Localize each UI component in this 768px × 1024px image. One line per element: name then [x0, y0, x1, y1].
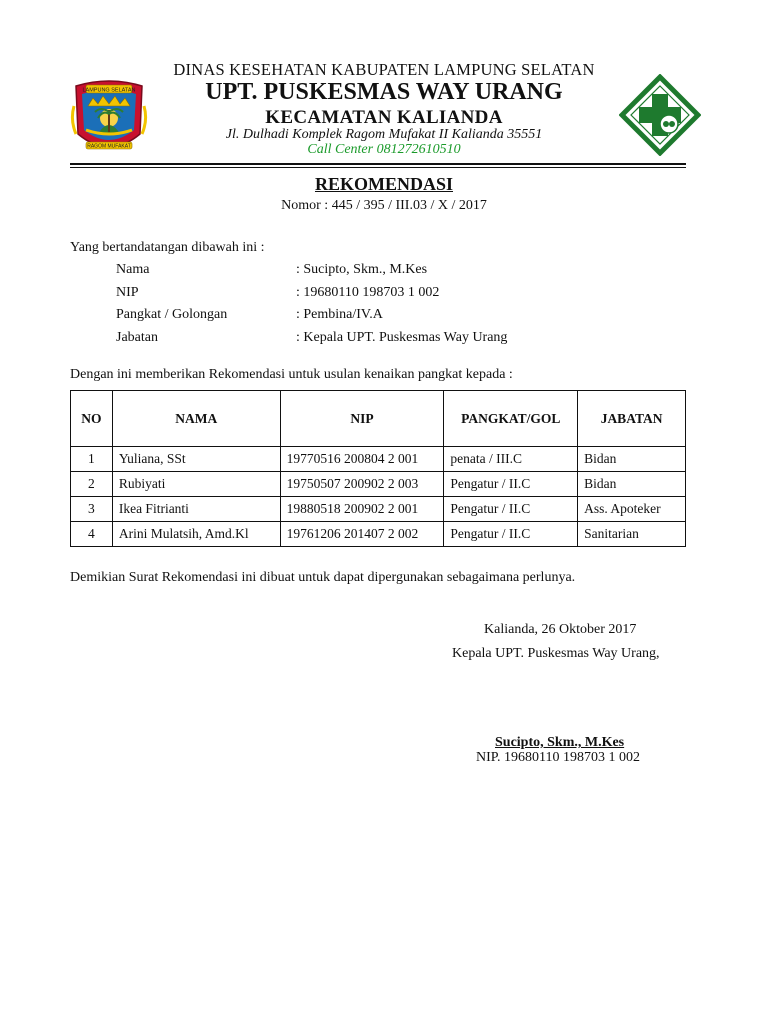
signer-nip: NIP. 19680110 198703 1 002 [476, 750, 640, 765]
table-row [71, 522, 686, 547]
col-header-pangkat: PANGKAT/GOL [444, 391, 578, 447]
field-label-nip: NIP [116, 285, 139, 300]
header-divider-thin [70, 167, 686, 168]
signer-position: Kepala UPT. Puskesmas Way Urang, [452, 646, 660, 661]
cell-nama: Ikea Fitrianti [112, 497, 280, 522]
cell-pangkat: penata / III.C [444, 447, 578, 472]
call-center: Call Center 081272610510 [307, 142, 461, 157]
field-value-nip: : 19680110 198703 1 002 [296, 285, 440, 300]
cell-no: 1 [71, 447, 113, 472]
col-header-jabatan: JABATAN [578, 391, 686, 447]
cell-nip: 19770516 200804 2 001 [280, 447, 444, 472]
table-row [71, 497, 686, 522]
table-row [71, 472, 686, 497]
address: Jl. Dulhadi Komplek Ragom Mufakat II Kalianda 35551 [225, 127, 543, 142]
table-row [71, 447, 686, 472]
field-value-nama: : Sucipto, Skm., M.Kes [296, 262, 428, 277]
field-value-jabatan: : Kepala UPT. Puskesmas Way Urang [296, 330, 508, 345]
cell-jabatan: Bidan [578, 472, 686, 497]
header-divider-thick [70, 163, 686, 165]
cell-pangkat: Pengatur / II.C [444, 522, 578, 547]
recommendation-table [70, 390, 686, 547]
cell-nip: 19761206 201407 2 002 [280, 522, 444, 547]
col-header-no: NO [71, 391, 113, 447]
cell-jabatan: Sanitarian [578, 522, 686, 547]
cell-nama: Yuliana, SSt [112, 447, 280, 472]
cell-no: 4 [71, 522, 113, 547]
cell-no: 2 [71, 472, 113, 497]
intro-text: Yang bertandatangan dibawah ini : [70, 240, 265, 255]
cell-nip: 19750507 200902 2 003 [280, 472, 444, 497]
cell-nip: 19880518 200902 2 001 [280, 497, 444, 522]
cell-nama: Arini Mulatsih, Amd.Kl [112, 522, 280, 547]
cell-pangkat: Pengatur / II.C [444, 472, 578, 497]
signer-name: Sucipto, Skm., M.Kes [495, 735, 625, 750]
field-label-pangkat: Pangkat / Golongan [116, 307, 228, 322]
table-header-row [71, 391, 686, 447]
closing-text: Demikian Surat Rekomendasi ini dibuat untuk dapat dipergunakan sebagaimana perlunya. [70, 570, 576, 585]
emblem-top-text: LAMPUNG SELATAN [82, 87, 136, 94]
field-label-nama: Nama [116, 262, 150, 277]
letter-number: Nomor : 445 / 395 / III.03 / X / 2017 [281, 198, 487, 213]
field-value-pangkat: : Pembina/IV.A [296, 307, 383, 322]
cell-nama: Rubiyati [112, 472, 280, 497]
cell-no: 3 [71, 497, 113, 522]
emblem-bottom-text: RAGOM MUFAKAT [87, 143, 131, 150]
cell-pangkat: Pengatur / II.C [444, 497, 578, 522]
cell-jabatan: Bidan [578, 447, 686, 472]
letter-title: REKOMENDASI [314, 174, 453, 194]
agency-name: DINAS KESEHATAN KABUPATEN LAMPUNG SELATAN [173, 60, 595, 79]
puskesmas-name: UPT. PUSKESMAS WAY URANG [205, 79, 563, 105]
district-name: KECAMATAN KALIANDA [265, 107, 503, 128]
col-header-nama: NAMA [112, 391, 280, 447]
statement-text: Dengan ini memberikan Rekomendasi untuk usulan kenaikan pangkat kepada : [70, 367, 513, 382]
col-header-nip: NIP [280, 391, 444, 447]
field-label-jabatan: Jabatan [116, 330, 158, 345]
place-date: Kalianda, 26 Oktober 2017 [484, 622, 637, 637]
cell-jabatan: Ass. Apoteker [578, 497, 686, 522]
